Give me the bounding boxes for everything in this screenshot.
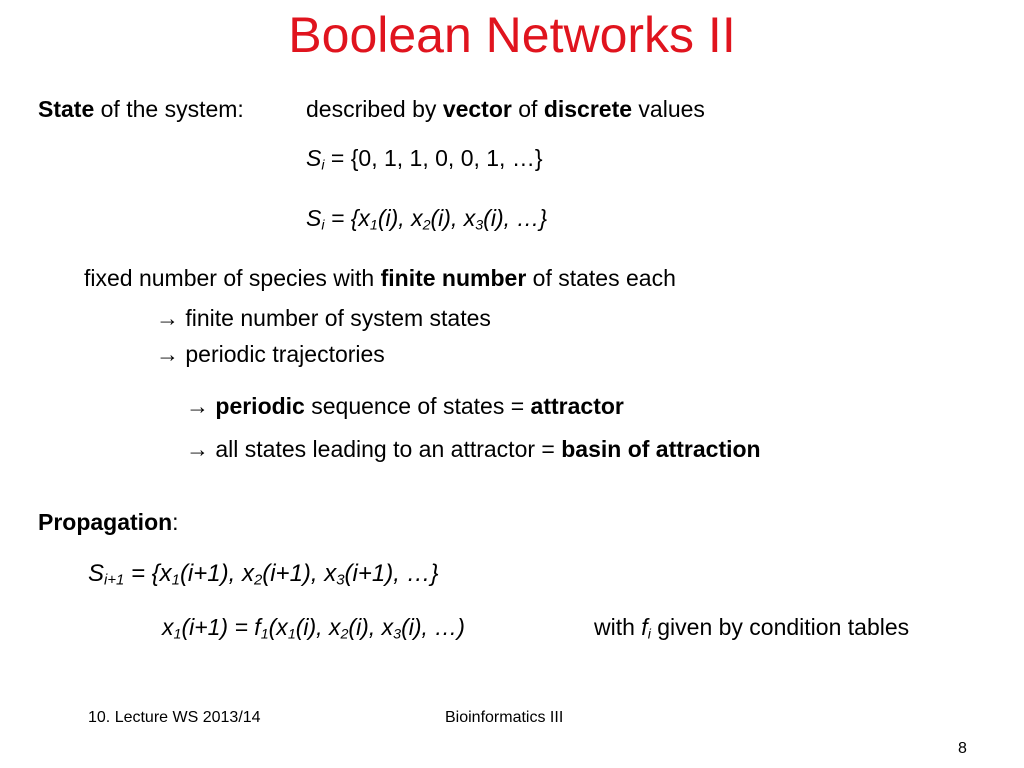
- slide-title: Boolean Networks II: [288, 7, 736, 63]
- arrow-basin: [186, 434, 761, 464]
- eq2-a: = {x: [324, 205, 370, 231]
- eq1-rest: = {0, 1, 1, 0, 0, 1, …}: [324, 145, 543, 171]
- eq4-sub1b: 1: [287, 626, 296, 643]
- eq3-s: S: [88, 560, 105, 587]
- basin-text: → all states leading to an attractor =: [186, 436, 562, 462]
- fixed-text-1: fixed number of species with: [84, 265, 381, 291]
- footer-course: Bioinformatics III: [445, 709, 564, 726]
- eq3-a: = {x: [124, 560, 172, 587]
- eq4-c: (i), x: [295, 614, 341, 640]
- cond-f: f: [641, 614, 648, 640]
- state-desc-text-1: described by: [306, 96, 443, 122]
- footer-lecture: 10. Lecture WS 2013/14: [88, 709, 261, 726]
- eq4-sub3: 3: [393, 626, 402, 643]
- state-desc-text-3: values: [632, 96, 705, 122]
- equation-state-values: [306, 143, 543, 173]
- state-label-rest: of the system:: [94, 96, 244, 122]
- eq4-sub2: 2: [340, 626, 349, 643]
- fixed-bold: finite number: [380, 265, 527, 291]
- attractor-arrow: →: [186, 393, 216, 419]
- equation-update-function: [162, 612, 465, 642]
- condition-tables-note: [594, 612, 909, 642]
- eq4-b: (x: [268, 614, 288, 640]
- state-desc-discrete: discrete: [543, 96, 633, 122]
- eq1-sub: i: [321, 157, 325, 174]
- eq4-subf: 1: [260, 626, 269, 643]
- cond-with: with: [594, 614, 642, 640]
- eq2-s: S: [306, 205, 322, 231]
- state-desc-vector: vector: [442, 96, 512, 122]
- state-description: [306, 94, 705, 124]
- state-desc-text-2: of: [511, 96, 544, 122]
- fixed-species-line: [84, 263, 676, 293]
- cond-sub: i: [647, 626, 651, 643]
- eq2-sub1: 1: [369, 217, 378, 234]
- equation-propagation: [88, 559, 439, 589]
- eq3-c: (i+1), x: [262, 560, 337, 587]
- eq4-d: (i), x: [348, 614, 394, 640]
- fixed-text-2: of states each: [526, 265, 676, 291]
- propagation-colon: :: [172, 509, 179, 535]
- eq4-e: (i), …): [401, 614, 465, 640]
- page-number: 8: [958, 740, 967, 757]
- eq3-sub2: 2: [253, 572, 263, 589]
- arrow-periodic-trajectories: → periodic trajectories: [156, 341, 385, 367]
- eq3-d: (i+1), …}: [344, 560, 439, 587]
- eq2-sub: i: [321, 217, 325, 234]
- eq2-sub3: 3: [475, 217, 484, 234]
- attractor-bold: attractor: [530, 393, 624, 419]
- attractor-text: sequence of states =: [304, 393, 531, 419]
- equation-state-vector: [306, 203, 547, 233]
- eq4-a: (i+1) = f: [181, 614, 261, 640]
- eq4-sub1: 1: [173, 626, 182, 643]
- state-label-bold: State: [38, 96, 95, 122]
- eq1-s: S: [306, 145, 322, 171]
- eq2-sub2: 2: [422, 217, 431, 234]
- eq4-x: x: [162, 614, 174, 640]
- eq2-d: (i), …}: [483, 205, 548, 231]
- eq3-sub3: 3: [336, 572, 345, 589]
- eq3-sub1: 1: [171, 572, 180, 589]
- basin-bold: basin of attraction: [561, 436, 761, 462]
- propagation-bold: Propagation: [38, 509, 173, 535]
- eq3-sub: i+1: [104, 572, 125, 589]
- eq2-b: (i), x: [377, 205, 423, 231]
- eq2-c: (i), x: [430, 205, 476, 231]
- attractor-periodic: periodic: [215, 393, 305, 419]
- arrow-attractor: [186, 391, 624, 421]
- state-label: [38, 94, 244, 124]
- eq3-b: (i+1), x: [179, 560, 254, 587]
- cond-rest: given by condition tables: [650, 614, 910, 640]
- propagation-label: [38, 507, 179, 537]
- arrow-finite-states: → finite number of system states: [156, 305, 491, 331]
